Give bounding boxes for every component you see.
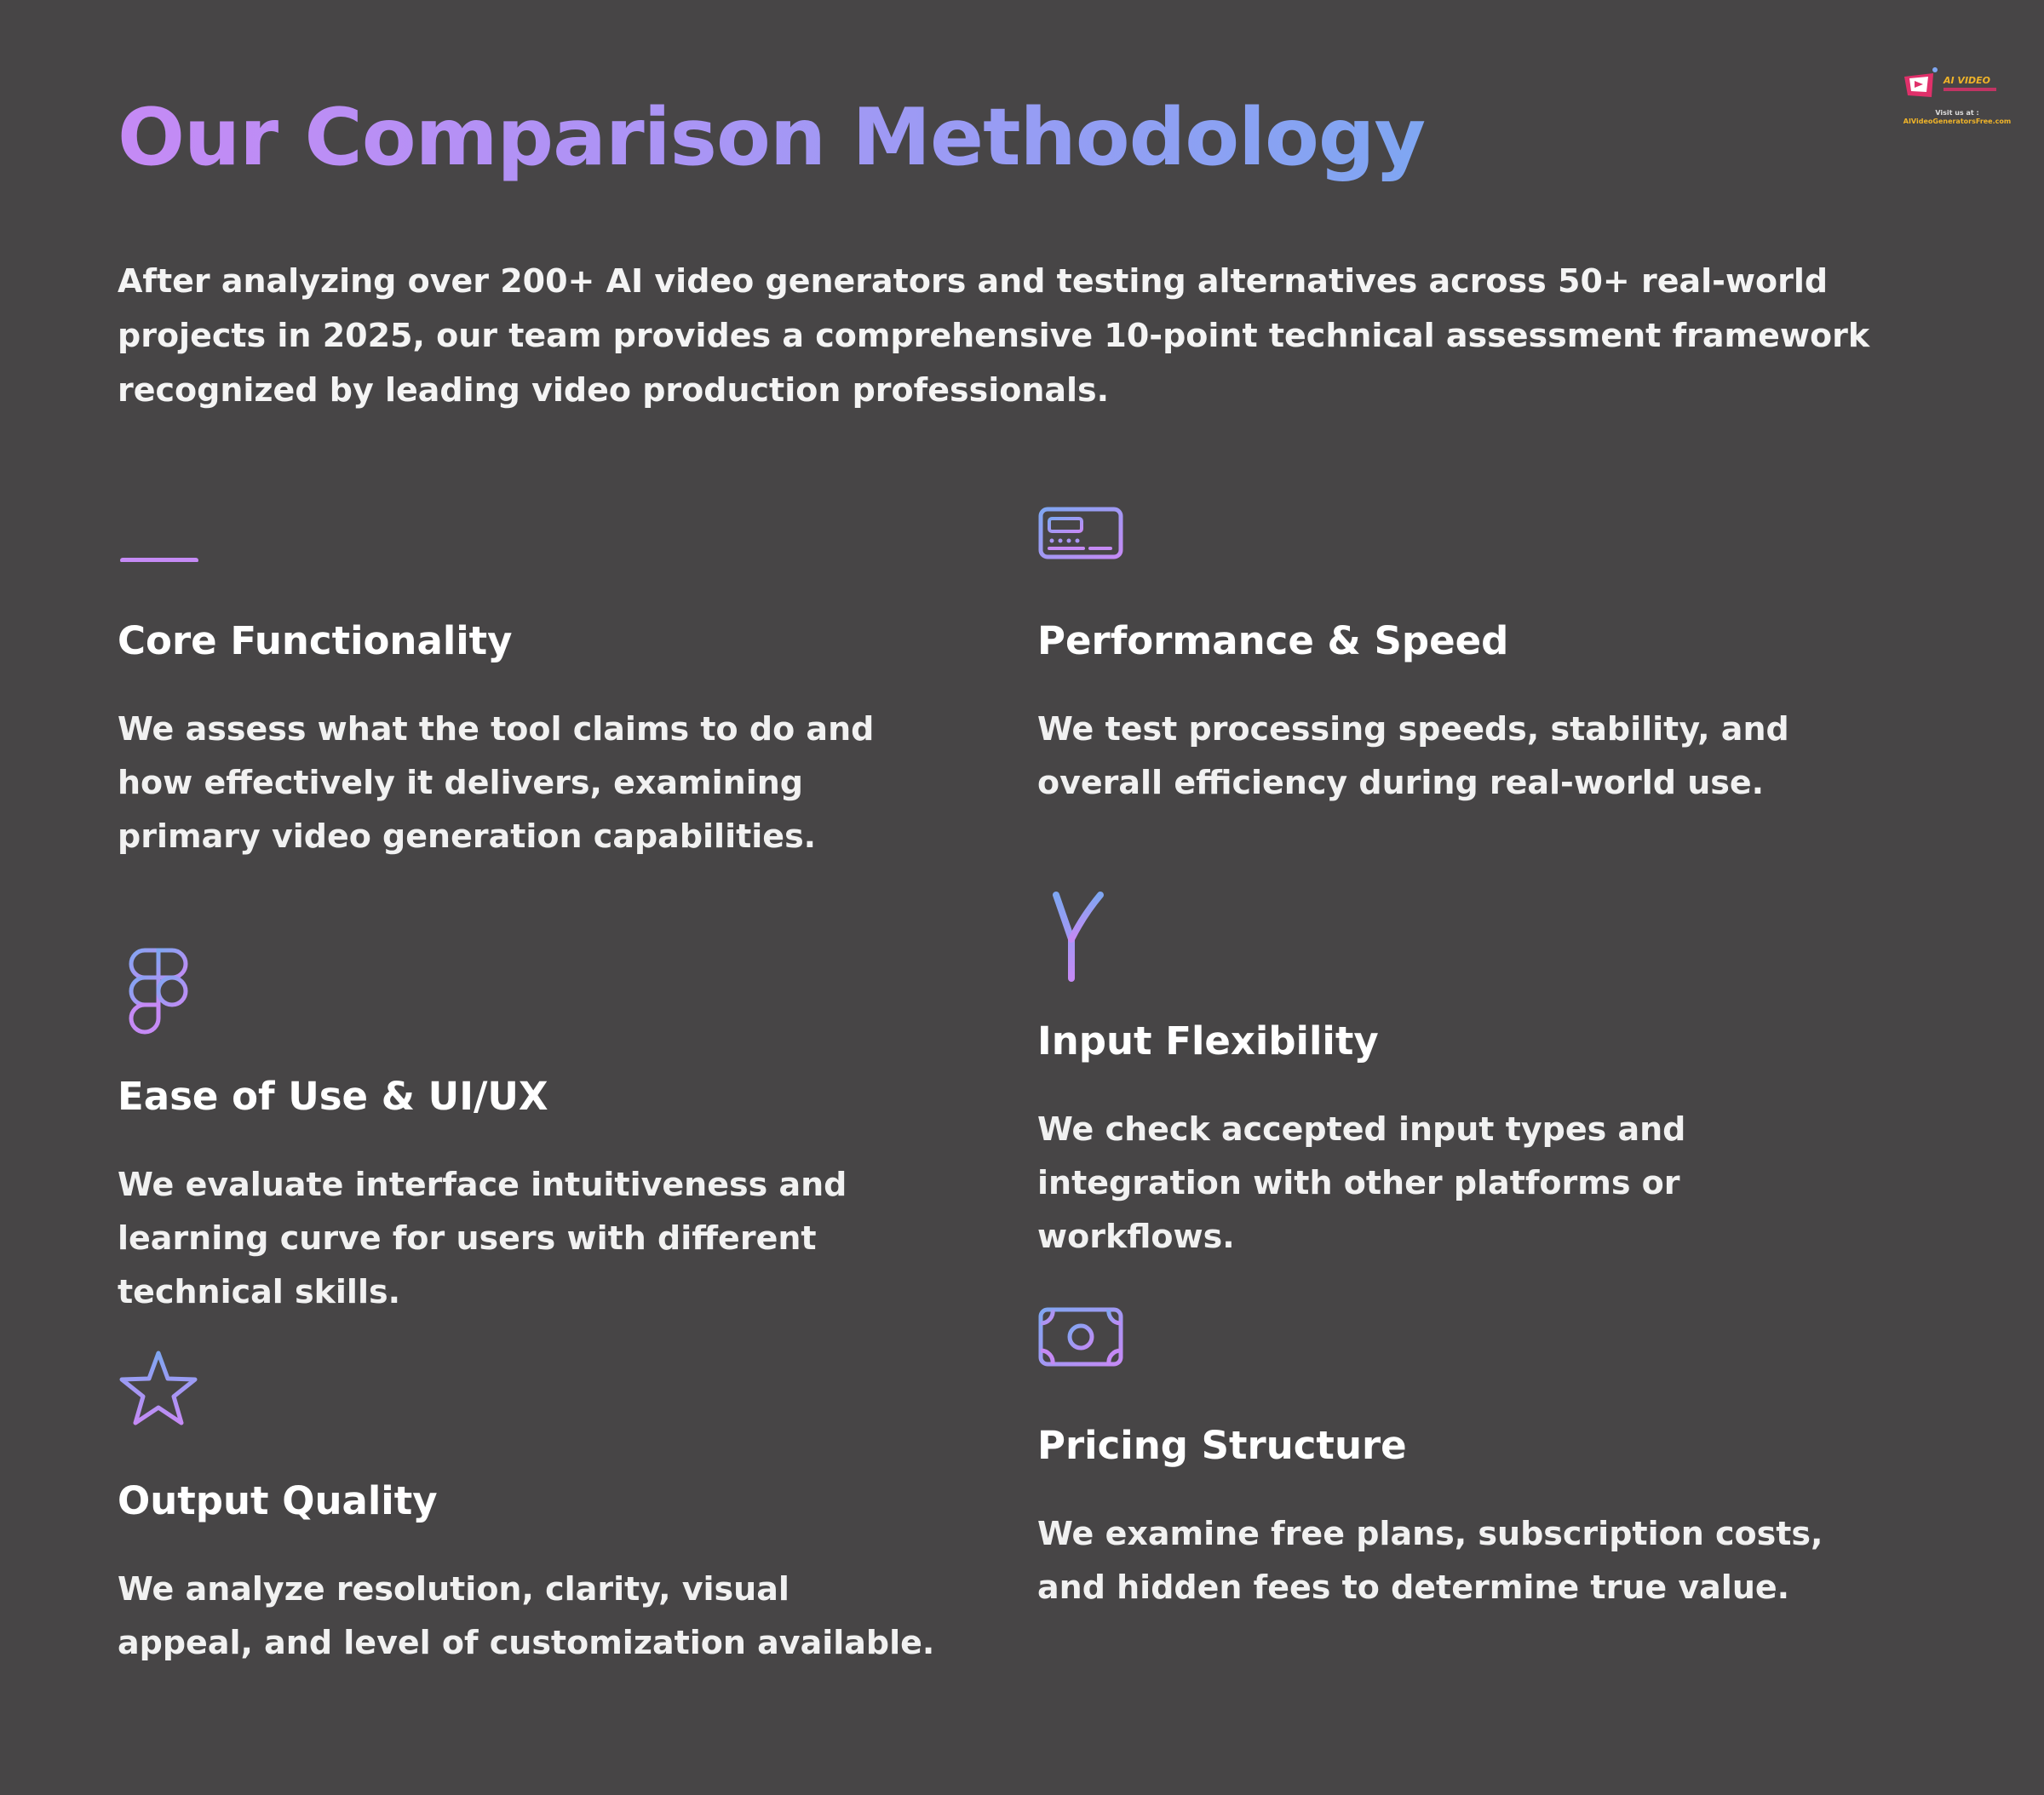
banknote-icon	[1037, 1303, 1131, 1371]
criterion-title: Pricing Structure	[1037, 1423, 1407, 1468]
criterion-description: We examine free plans, subscription costs, and hidden fees to determine true value.	[1037, 1515, 1823, 1606]
ai-video-logo-icon	[1898, 61, 2017, 112]
intro-paragraph: After analyzing over 200+ AI video generators and testing alternatives across 50+ real-world projects in 2025, our team provides a comprehensive 10-point technical assessment framework recognized by leading video production professionals.	[118, 262, 1870, 409]
menu-lines-icon	[118, 494, 203, 562]
y-fork-icon	[1037, 890, 1105, 984]
hardware-device-icon	[1037, 502, 1131, 571]
logo-name: AI VIDEO	[1944, 75, 1991, 86]
logo-tagline	[1898, 109, 2017, 126]
criterion-description: We evaluate interface intuitiveness and learning curve for users with different technical skills.	[118, 1166, 847, 1310]
criterion-title: Output Quality	[118, 1478, 438, 1523]
criterion-description: We check accepted input types and integration with other platforms or workflows.	[1037, 1110, 1686, 1255]
criterion-title: Ease of Use & UI/UX	[118, 1074, 548, 1119]
criterion-title: Input Flexibility	[1037, 1018, 1379, 1064]
criterion-title: Core Functionality	[118, 618, 513, 663]
figma-icon	[118, 945, 203, 1039]
criterion-description: We analyze resolution, clarity, visual appeal, and level of customization available.	[118, 1570, 935, 1661]
logo-tagline-line-2: AIVideoGeneratorsFree.com	[1903, 118, 2012, 125]
criterion-description: We assess what the tool claims to do and how effectively it delivers, examining primary video generation capabilities.	[118, 710, 875, 855]
page-title: Our Comparison Methodology	[118, 91, 1426, 183]
star-icon	[118, 1350, 203, 1435]
logo-tagline-line-1: Visit us at :	[1935, 109, 1979, 117]
criterion-title: Performance & Speed	[1037, 618, 1509, 663]
criterion-description: We test processing speeds, stability, and overall efficiency during real-world use.	[1037, 710, 1789, 801]
